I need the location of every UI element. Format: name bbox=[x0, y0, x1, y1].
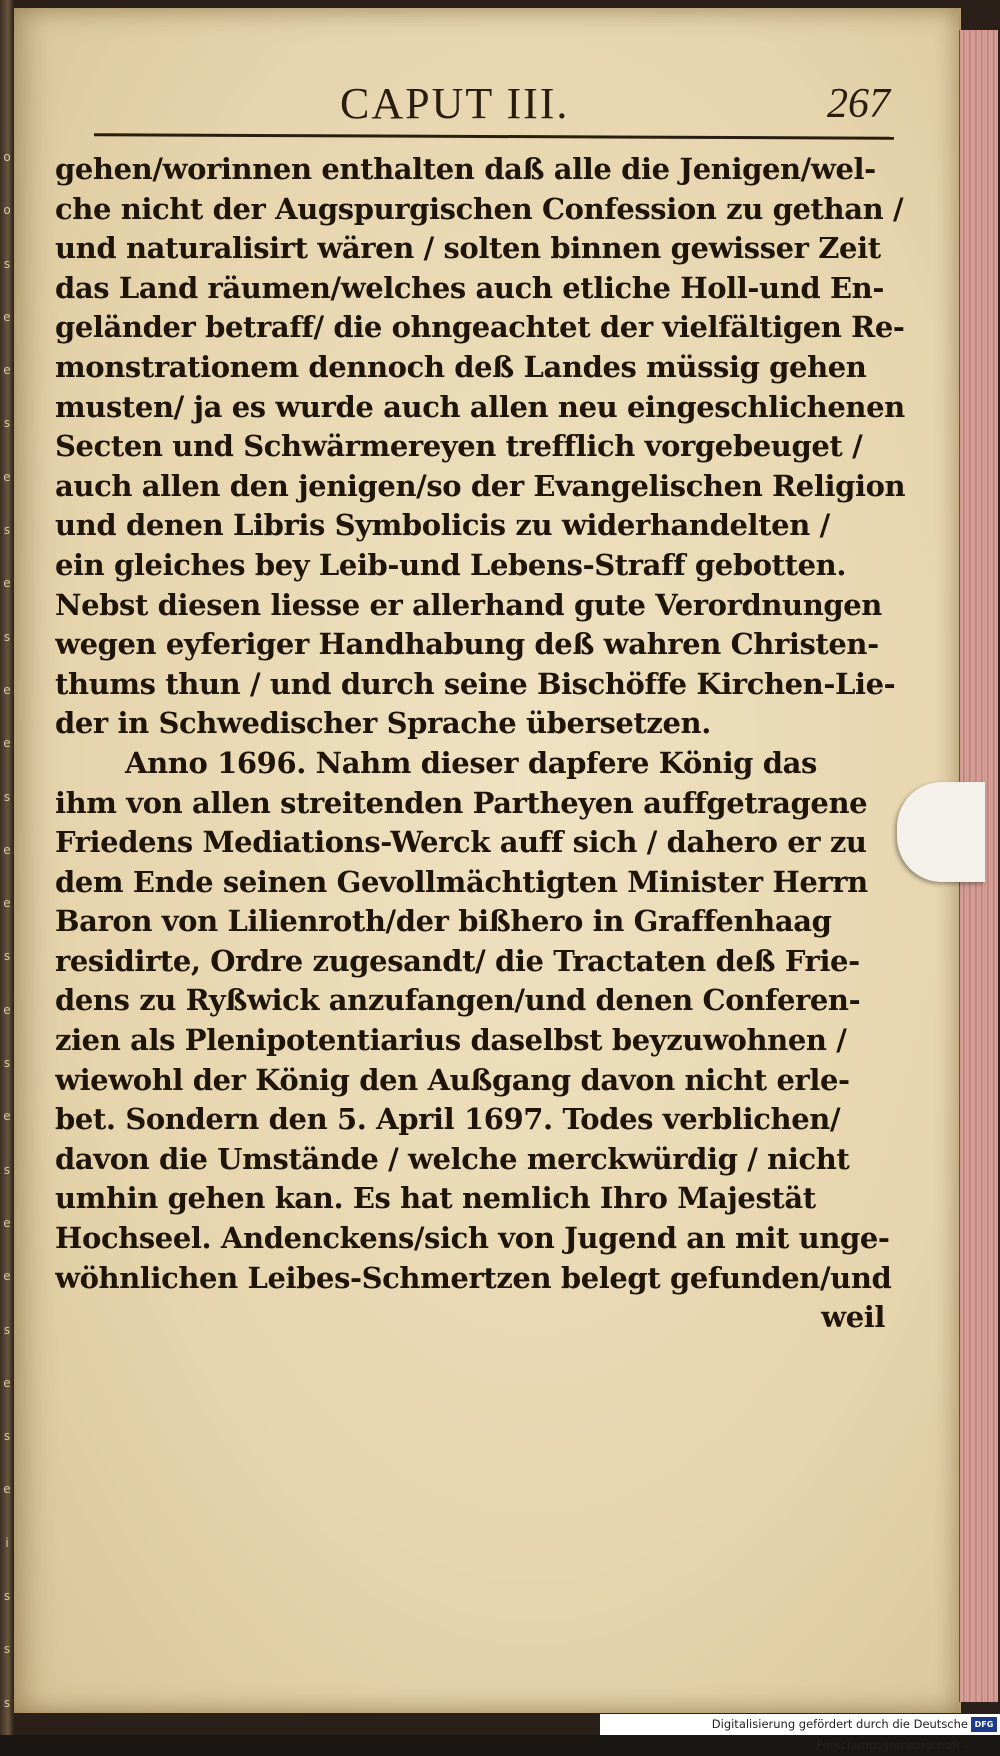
text-line: davon die Umstände / welche merckwürdig / nicht bbox=[55, 1141, 850, 1176]
margin-mark: e bbox=[3, 469, 11, 484]
margin-mark: s bbox=[3, 523, 11, 538]
text-line: ein gleiches bey Leib-und Lebens-Straff gebotten. bbox=[55, 547, 847, 582]
margin-mark: s bbox=[3, 1589, 11, 1604]
margin-mark: s bbox=[3, 949, 11, 964]
margin-mark: e bbox=[3, 1482, 11, 1497]
text-line: dens zu Ryßwick anzufangen/und denen Conferen- bbox=[55, 983, 861, 1018]
margin-mark: s bbox=[3, 629, 11, 644]
margin-mark: i bbox=[5, 1535, 9, 1550]
credit-text: Digitalisierung gefördert durch die Deutsche Forschungsgemeinschaft - bbox=[711, 1717, 968, 1752]
body-text bbox=[55, 150, 905, 1338]
text-line: musten/ ja es wurde auch allen neu eingeschlichenen bbox=[55, 389, 905, 424]
dfg-logo-icon: DFG bbox=[971, 1717, 997, 1732]
margin-mark: s bbox=[3, 789, 11, 804]
page-number: 267 bbox=[827, 81, 890, 127]
text-line: wegen eyferiger Handhabung deß wahren Christen- bbox=[55, 627, 879, 662]
margin-mark: s bbox=[3, 416, 11, 431]
digitization-credit bbox=[600, 1714, 1000, 1752]
margin-mark: s bbox=[3, 1162, 11, 1177]
page-header bbox=[90, 78, 890, 138]
margin-mark: o bbox=[3, 150, 11, 164]
facing-page-margin bbox=[0, 150, 14, 1710]
text-line: Secten und Schwärmereyen trefflich vorgebeuget / bbox=[55, 429, 863, 464]
margin-mark: e bbox=[3, 896, 11, 911]
text-line: thums thun / und durch seine Bischöffe Kirchen-Lie- bbox=[55, 666, 896, 701]
margin-mark: o bbox=[3, 203, 11, 218]
margin-mark: e bbox=[3, 1109, 11, 1124]
text-line: und denen Libris Symbolicis zu widerhandelten / bbox=[55, 508, 830, 543]
margin-mark: s bbox=[3, 1642, 11, 1657]
margin-mark: s bbox=[3, 1322, 11, 1337]
text-line: wiewohl der König den Außgang davon nicht erle- bbox=[55, 1062, 850, 1097]
text-line: Nebst diesen liesse er allerhand gute Verordnungen bbox=[55, 587, 882, 622]
running-title: CAPUT III. bbox=[340, 79, 570, 128]
margin-mark: e bbox=[3, 363, 11, 378]
margin-mark: e bbox=[3, 576, 11, 591]
text-line: bet. Sondern den 5. April 1697. Todes verblichen/ bbox=[55, 1102, 841, 1137]
margin-mark: e bbox=[3, 1375, 11, 1390]
text-line: wöhnlichen Leibes-Schmertzen belegt gefunden/und bbox=[55, 1260, 892, 1295]
margin-mark: s bbox=[3, 1429, 11, 1444]
margin-mark: e bbox=[3, 309, 11, 324]
margin-mark: e bbox=[3, 1215, 11, 1230]
text-line: ihm von allen streitenden Partheyen auffgetragene bbox=[55, 785, 868, 820]
text-line: das Land räumen/welches auch etliche Holl-und En- bbox=[55, 270, 885, 305]
text-line: Anno 1696. Nahm dieser dapfere König das bbox=[125, 745, 817, 780]
text-line: Hochseel. Andenckens/sich von Jugend an mit unge- bbox=[55, 1221, 890, 1256]
text-line: umhin gehen kan. Es hat nemlich Ihro Majestät bbox=[55, 1181, 816, 1216]
margin-mark: s bbox=[3, 1695, 11, 1710]
text-line: Friedens Mediations-Werck auff sich / dahero er zu bbox=[55, 825, 867, 860]
text-line: Baron von Lilienroth/der bißhero in Graffenhaag bbox=[55, 904, 832, 939]
text-line: auch allen den jenigen/so der Evangelischen Religion bbox=[55, 468, 905, 503]
margin-mark: s bbox=[3, 1056, 11, 1071]
text-line: geländer betraff/ die ohngeachtet der vielfältigen Re- bbox=[55, 310, 905, 345]
margin-mark: e bbox=[3, 1002, 11, 1017]
margin-mark: e bbox=[3, 736, 11, 751]
page-clip-tab bbox=[897, 782, 985, 882]
text-line: der in Schwedischer Sprache übersetzen. bbox=[55, 706, 711, 741]
margin-mark: e bbox=[3, 682, 11, 697]
margin-mark: s bbox=[3, 256, 11, 271]
text-line: residirte, Ordre zugesandt/ die Tractaten deß Frie- bbox=[55, 943, 860, 978]
text-line: che nicht der Augspurgischen Confession zu gethan / bbox=[55, 191, 904, 226]
text-line: und naturalisirt wären / solten binnen gewisser Zeit bbox=[55, 231, 881, 266]
margin-mark: e bbox=[3, 1269, 11, 1284]
text-line: dem Ende seinen Gevollmächtigten Minister Herrn bbox=[55, 864, 868, 899]
catchword: weil bbox=[821, 1300, 885, 1335]
text-line: zien als Plenipotentiarius daselbst beyzuwohnen / bbox=[55, 1023, 847, 1058]
text-line: gehen/worinnen enthalten daß alle die Jenigen/wel- bbox=[55, 152, 876, 186]
text-line: monstrationem dennoch deß Landes müssig gehen bbox=[55, 349, 867, 384]
margin-mark: e bbox=[3, 842, 11, 857]
